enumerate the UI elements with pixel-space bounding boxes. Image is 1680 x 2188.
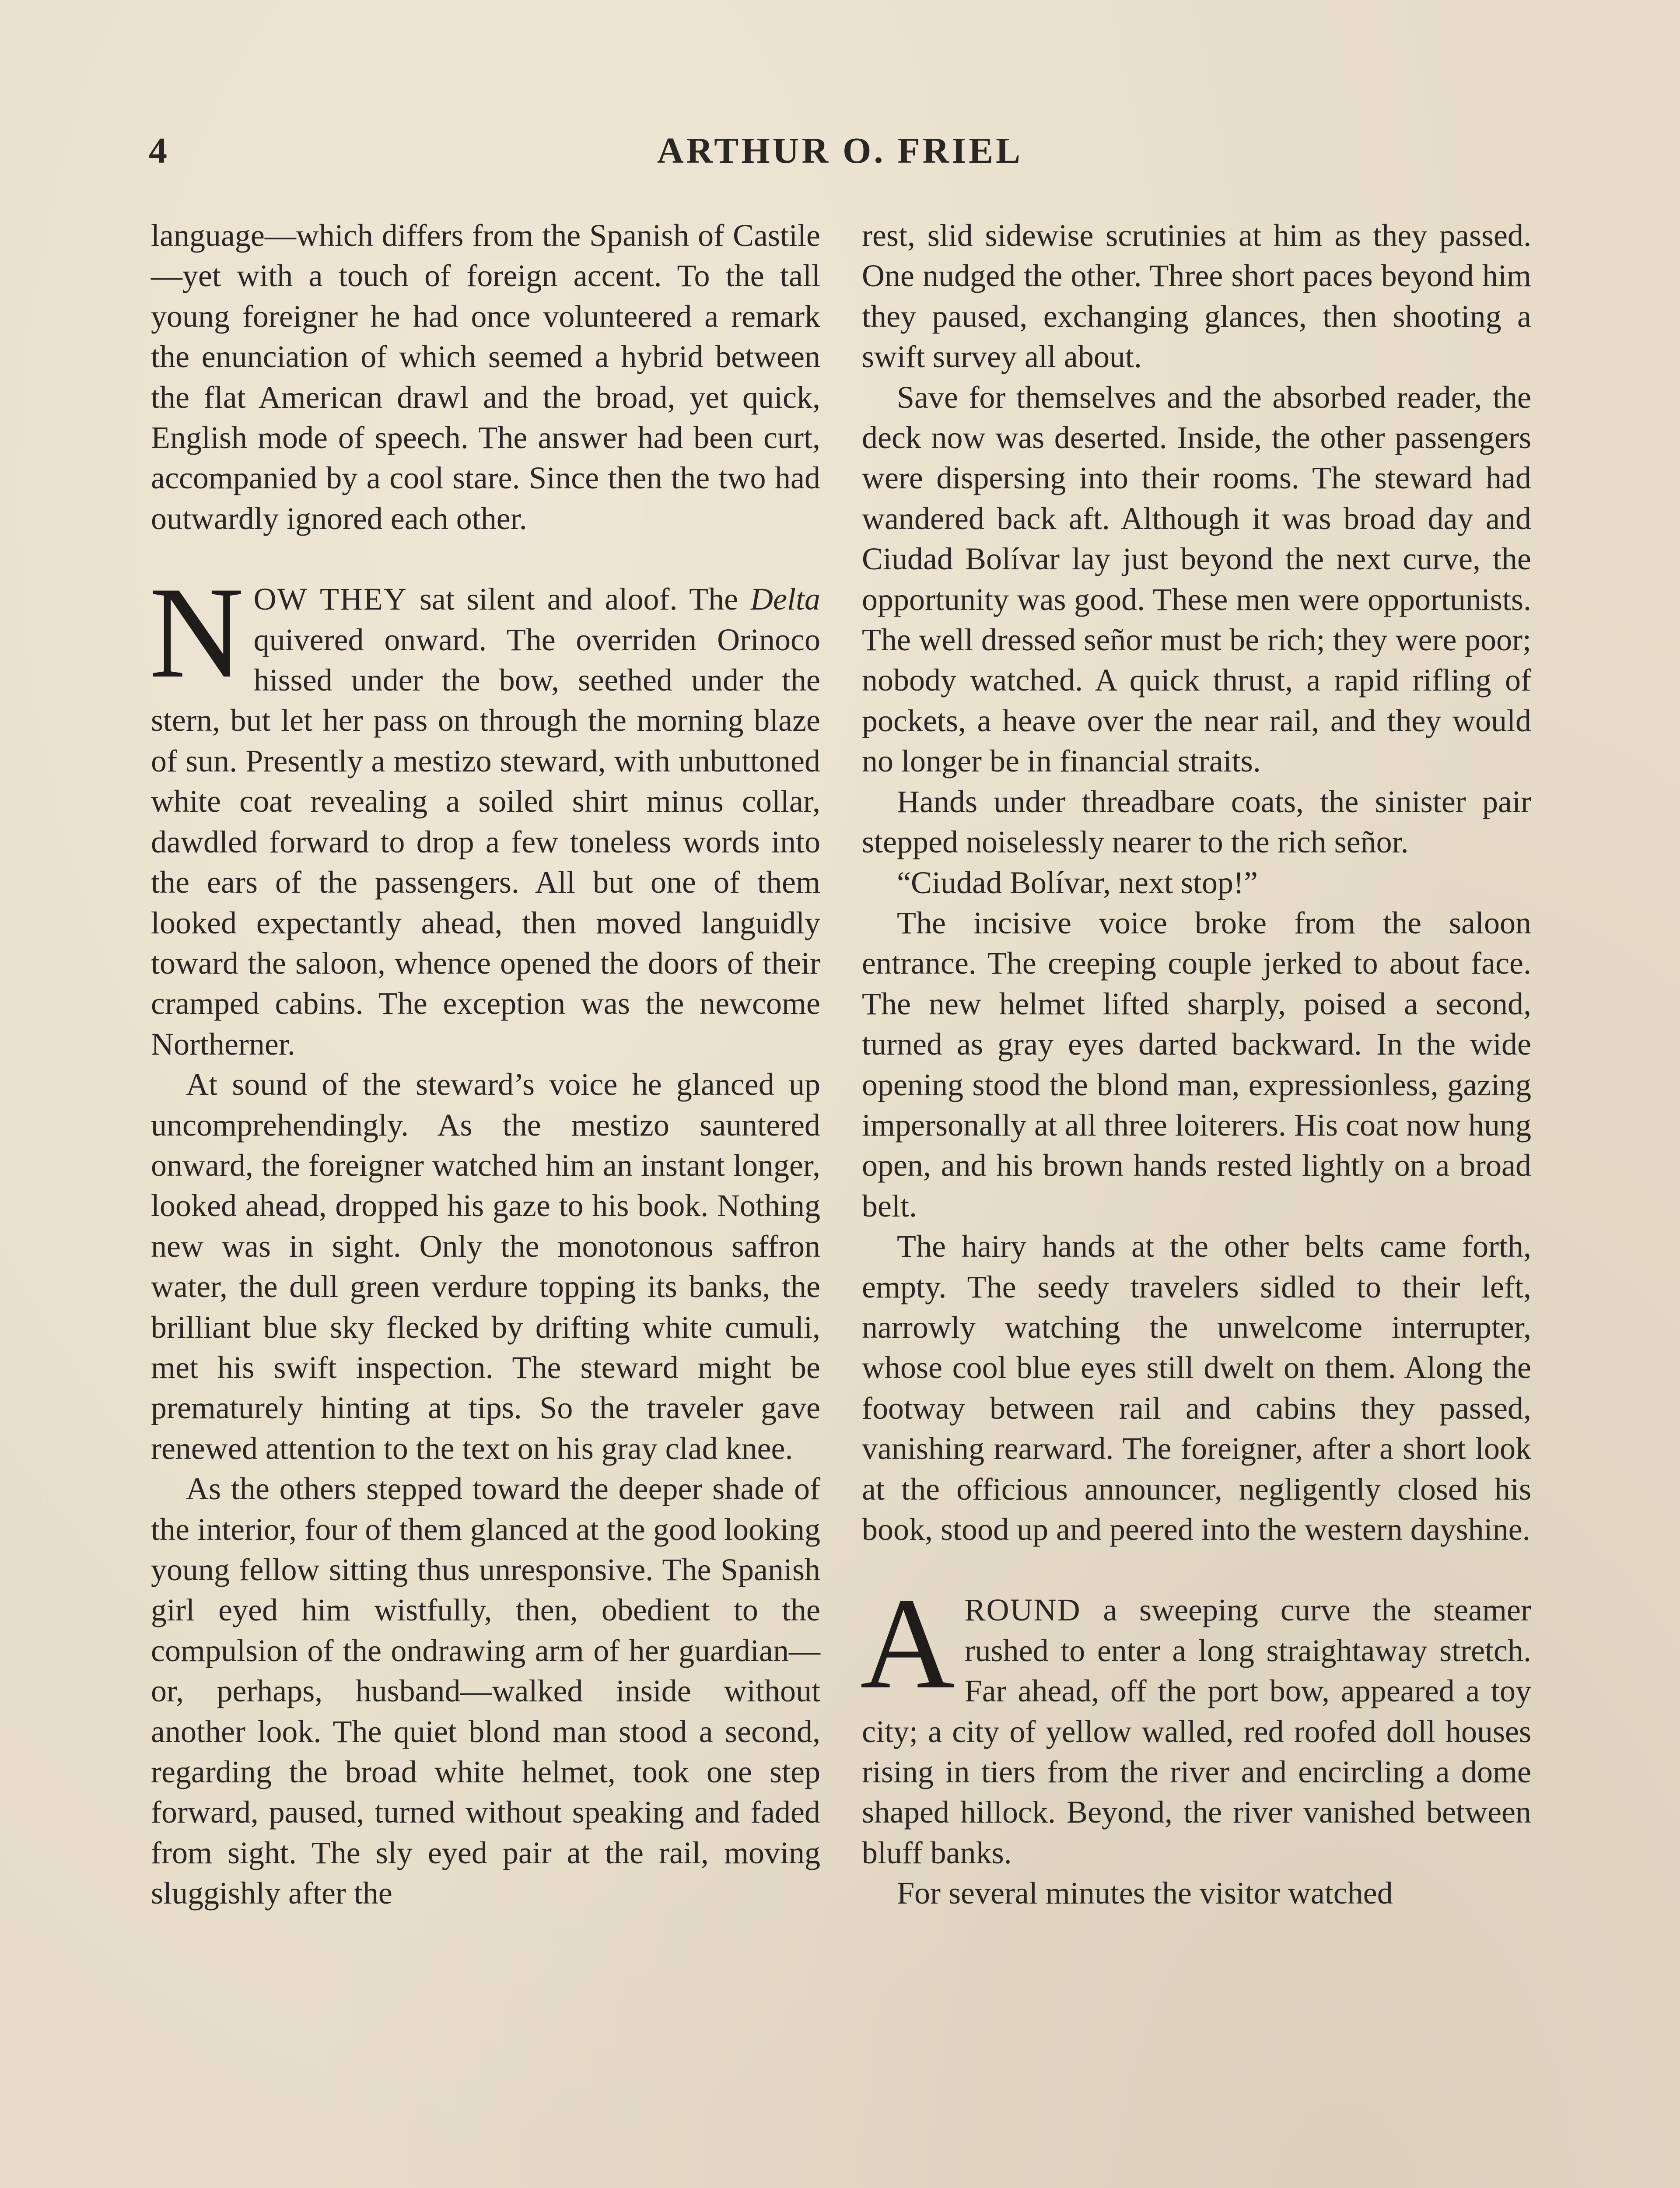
left-column [151, 215, 820, 1914]
running-head: ARTHUR O. FRIEL [657, 130, 1023, 171]
paragraph: Save for themselves and the absorbed reader, the deck now was deserted. Inside, the other passengers were dispersing into their rooms. The steward had wandered back aft. Although it was broad day and Ciudad Bolívar lay just beyond the next curve, the opportunity was good. These men were opportunists. The well dressed señor must be rich; they were poor; nobody watched. A quick thrust, a rapid rifling of pockets, a heave over the near rail, and they would no longer be in financial straits. [862, 379, 1531, 779]
page-number: 4 [149, 130, 167, 171]
dialogue-line: “Ciudad Bolívar, next stop!” [897, 865, 1258, 900]
page-header [149, 127, 1531, 175]
paragraph: For several minutes the visitor watched [897, 1876, 1393, 1911]
drop-cap: A [860, 1571, 955, 1716]
ship-name: Delta [750, 582, 820, 617]
paragraph: At sound of the steward’s voice he glanced up uncomprehendingly. As the mestizo sauntered onward, the foreigner watched him an instant longer, looked ahead, dropped his gaze to his book. Nothing new was in sight. Only the monotonous saffron water, the dull green verdure topping its banks, the brilliant blue sky flecked by drifting white cumuli, met his swift inspection. The steward might be prematurely hinting at tips. So the traveler gave renewed attention to the text on his gray clad knee. [151, 1067, 820, 1466]
paragraph: The hairy hands at the other belts came forth, empty. The seedy travelers sidled to their left, narrowly watching the unwelcome interrupter, whose cool blue eyes still dwelt on them. Along the footway between rail and cabins they passed, vanishing rearward. The foreigner, after a short look at the officious announcer, negligently closed his book, stood up and peered into the western dayshine. [862, 1229, 1531, 1547]
paragraph-dropcap [149, 560, 820, 1064]
drop-cap: N [149, 560, 244, 705]
paragraph-text: quivered onward. The overriden Orinoco hissed under the bow, seethed under the stern, but let her pass on through the morning blaze of sun. Presently a mestizo steward, with unbuttoned white coat revealing a soiled shirt minus collar, dawdled forward to drop a few toneless words into the ears of the passengers. All but one of them looked expectantly ahead, then moved languidly toward the saloon, whence opened the doors of their cramped cabins. The exception was the newcome Northerner. [151, 622, 820, 1062]
lead-in: OW THEY [253, 582, 407, 617]
paragraph-dropcap [860, 1571, 1531, 1873]
lead-in: ROUND [964, 1592, 1081, 1628]
paragraph: language—which differs from the Spanish of Castile—yet with a touch of foreign accent. To the tall young foreigner he had once volunteered a remark the enunciation of which seemed a hybrid between the flat American drawl and the broad, yet quick, English mode of speech. The answer had been curt, accompanied by a cool stare. Since then the two had outwardly ignored each other. [151, 218, 820, 536]
paragraph-text: sat silent and aloof. The [407, 582, 751, 617]
right-column [862, 215, 1531, 1914]
paragraph: The incisive voice broke from the saloon entrance. The creeping couple jerked to about face. The new helmet lifted sharply, poised a second, turned as gray eyes darted backward. In the wide opening stood the blond man, expressionless, gazing impersonally at all three loiterers. His coat now hung open, and his brown hands rested lightly on a broad belt. [862, 905, 1531, 1224]
paragraph-text: a sweeping curve the steamer rushed to enter a long straightaway stretch. Far ahead, off the port bow, appeared a toy city; a city of yellow walled, red roofed doll houses rising in tiers from the river and encircling a dome shaped hillock. Beyond, the river vanished between bluff banks. [862, 1592, 1531, 1870]
paragraph: As the others stepped toward the deeper shade of the interior, four of them glanced at the good looking young fellow sitting thus unresponsive. The Spanish girl eyed him wistfully, then, obedient to the compulsion of the ondrawing arm of her guardian—or, perhaps, husband—walked inside without another look. The quiet blond man stood a second, regarding the broad white helmet, took one step forward, paused, turned without speaking and faded from sight. The sly eyed pair at the rail, moving sluggishly after the [151, 1471, 820, 1911]
paragraph: Hands under threadbare coats, the sinister pair stepped noiselessly nearer to the rich señor. [862, 784, 1531, 860]
paragraph: rest, slid sidewise scrutinies at him as they passed. One nudged the other. Three short paces beyond him they paused, exchanging glances, then shooting a swift survey all about. [862, 218, 1531, 375]
